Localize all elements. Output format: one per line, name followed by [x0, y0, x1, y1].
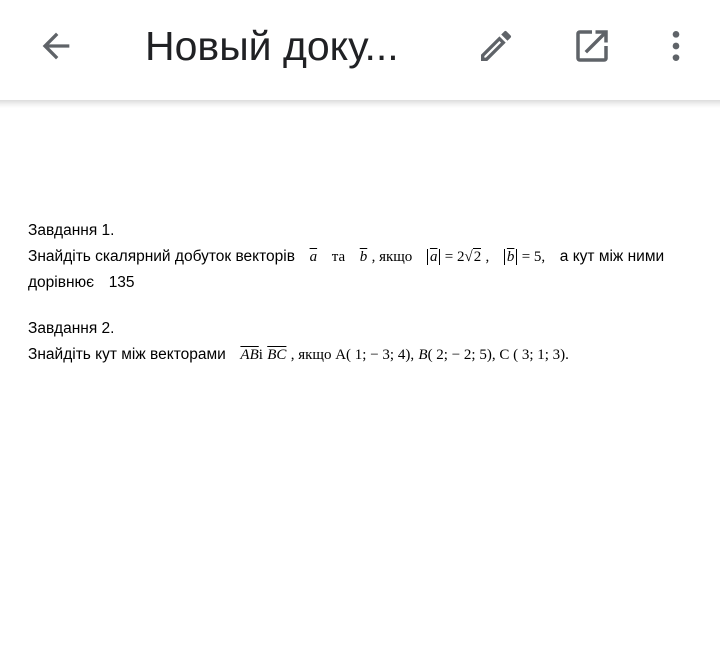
document-page	[0, 108, 720, 656]
app-bar	[0, 0, 720, 100]
open-in-new-icon	[571, 25, 613, 67]
equals-b: = 5,	[521, 249, 546, 265]
more-options-button[interactable]	[652, 22, 700, 70]
document-title: Новый доку...	[145, 23, 399, 69]
vector-a: $\overline{a}$	[309, 249, 318, 265]
abs-vector-a: $\overline{a}$	[427, 249, 441, 265]
arrow-left-icon	[36, 26, 76, 66]
angle-value: 135	[108, 274, 135, 291]
task-2	[28, 316, 569, 368]
point-b-label: B	[418, 347, 428, 363]
task-1-heading: Завдання 1.	[28, 222, 115, 239]
conjunction-i: і	[258, 347, 263, 363]
task-1-text: Знайдіть скалярний добуток векторів	[28, 248, 295, 265]
task-2-line-1	[28, 342, 569, 368]
point-b-coords: ( 2; − 2; 5), C ( 3; 1; 3).	[427, 347, 569, 363]
back-button[interactable]	[32, 22, 80, 70]
vector-b: $\overline{b}$	[359, 249, 368, 265]
vector-ab: $\overline{AB}$	[240, 347, 259, 363]
open-in-new-button[interactable]	[568, 22, 616, 70]
task-2-heading: Завдання 2.	[28, 320, 115, 337]
vector-bc: $\overline{BC}$	[267, 347, 287, 363]
comma: ,	[485, 249, 490, 265]
task-2-text: Знайдіть кут між векторами	[28, 346, 226, 363]
task-1	[28, 218, 664, 296]
app-bar-shadow	[0, 100, 720, 108]
pencil-icon	[476, 26, 516, 66]
equals-a: = 2√	[444, 249, 473, 265]
condition-points: , якщо A( 1; − 3; 4),	[290, 347, 415, 363]
task-1-line-1	[28, 244, 664, 270]
equals-text: дорівнює	[28, 274, 95, 291]
angle-text: а кут між ними	[559, 248, 665, 265]
more-vert-icon	[656, 26, 696, 66]
abs-vector-b: $\overline{b}$	[504, 249, 518, 265]
condition-text: , якщо	[371, 249, 413, 265]
edit-button[interactable]	[472, 22, 520, 70]
conjunction: та	[331, 249, 346, 265]
sqrt-arg: 2	[473, 249, 482, 265]
task-1-line-2	[28, 270, 664, 296]
